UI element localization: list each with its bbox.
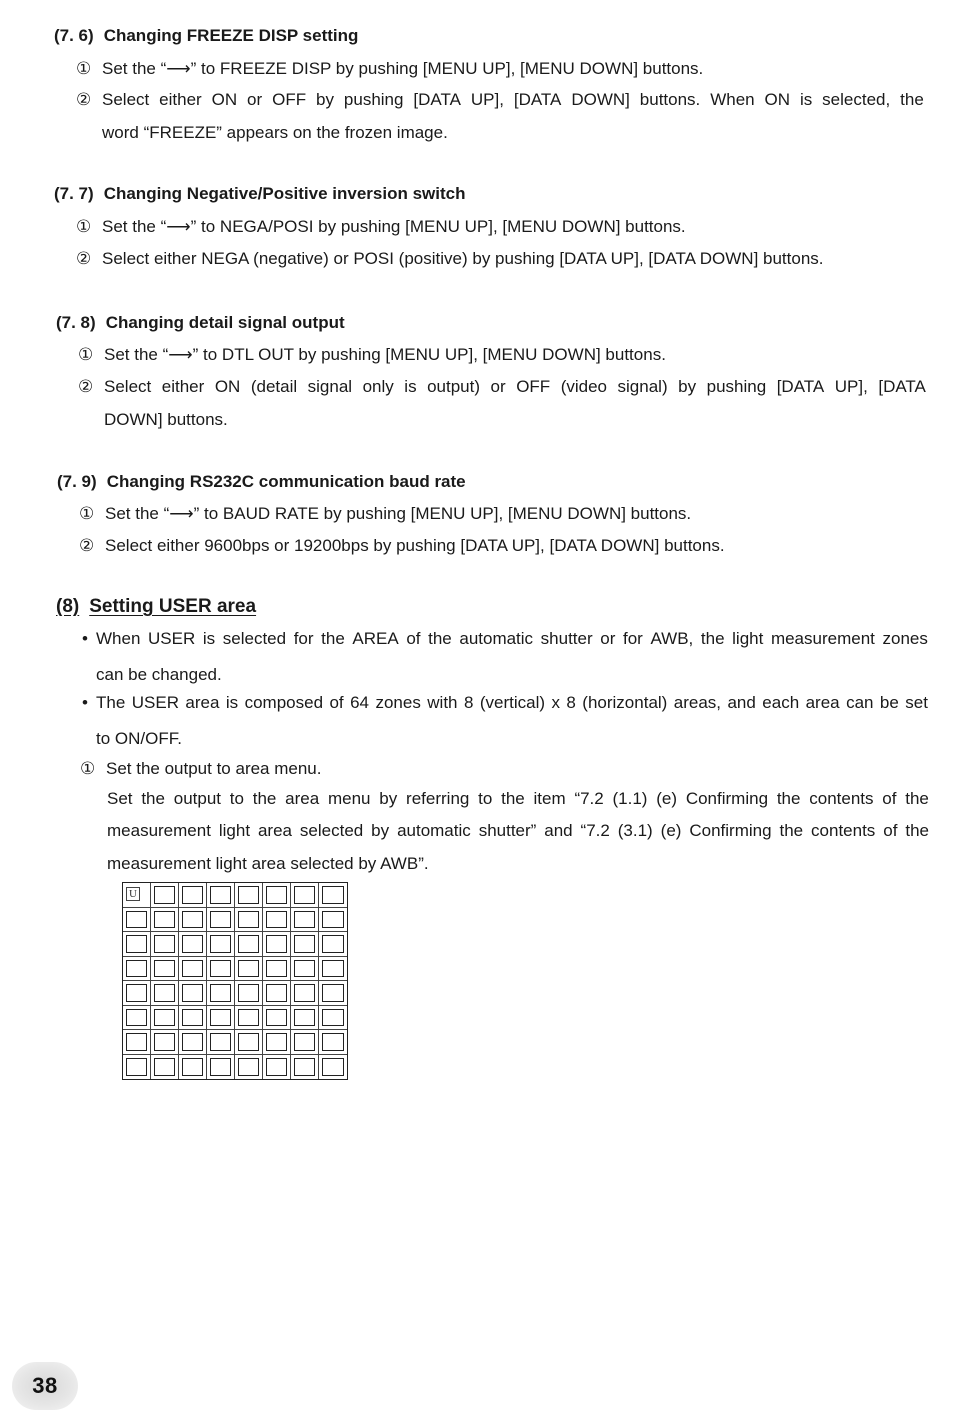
word: shutter — [540, 629, 593, 648]
grid-cell — [291, 1006, 319, 1031]
word: is — [202, 629, 216, 648]
step-line — [78, 376, 926, 398]
grid-cell — [151, 981, 179, 1006]
word: (e) — [660, 821, 682, 840]
word: When — [96, 629, 141, 648]
grid-cell — [263, 1055, 291, 1080]
section-title: Changing Negative/Positive inversion switch — [103, 184, 466, 203]
word: DOWN] — [571, 90, 630, 109]
word: the — [776, 789, 801, 808]
section-title: Setting USER area — [89, 596, 257, 617]
step-line — [79, 535, 725, 557]
word: item — [533, 789, 566, 808]
step-text: Set the “⟶” to DTL OUT by pushing [MENU UP], [MENU DOWN] buttons. — [104, 345, 666, 364]
word: areas, — [673, 693, 722, 712]
word: the — [700, 629, 725, 648]
bullet-line — [82, 692, 928, 714]
word: selected, — [822, 90, 891, 109]
step-line — [79, 503, 691, 525]
grid-cell — [235, 957, 263, 982]
grid-cell — [123, 981, 151, 1006]
grid-cell — [179, 908, 207, 933]
word: USER — [131, 693, 179, 712]
word: Set — [107, 789, 133, 808]
word: (video — [560, 377, 608, 396]
section-7-9-heading — [57, 472, 466, 492]
word: Confirming — [689, 821, 772, 840]
step-number-icon: ① — [76, 59, 92, 78]
word: either — [159, 90, 202, 109]
word: output) — [427, 377, 481, 396]
word: set — [905, 693, 928, 712]
word: [DATA — [413, 90, 461, 109]
word: buttons. — [639, 90, 701, 109]
word: (horizontal) — [582, 693, 668, 712]
step-continuation: DOWN] buttons. — [104, 410, 228, 429]
word: selected — [222, 629, 287, 648]
word: 8 — [566, 693, 576, 712]
grid-cell — [291, 1030, 319, 1055]
word: composed — [244, 693, 324, 712]
word: Confirming — [685, 789, 769, 808]
grid-cell — [123, 1030, 151, 1055]
word: for — [293, 629, 314, 648]
grid-cell — [235, 883, 263, 908]
grid-cell — [235, 1030, 263, 1055]
word: zones — [375, 693, 421, 712]
word: zones — [882, 629, 928, 648]
step-number-icon: ② — [79, 536, 95, 555]
user-area-grid — [122, 882, 348, 1080]
bullet-icon: • — [82, 693, 88, 712]
word: or — [247, 90, 263, 109]
word: can — [846, 693, 874, 712]
word: of — [883, 821, 898, 840]
grid-cell — [179, 932, 207, 957]
grid-cell — [123, 883, 151, 908]
grid-cell — [207, 981, 235, 1006]
word: the — [141, 789, 165, 808]
word: the — [321, 629, 345, 648]
grid-cell — [319, 1055, 347, 1080]
grid-cell — [151, 883, 179, 908]
word: ON — [214, 377, 241, 396]
word: (1.1) — [612, 789, 648, 808]
section-number: (7. 8) — [56, 313, 96, 332]
paragraph-line — [107, 788, 929, 810]
grid-cell — [319, 883, 347, 908]
word: of — [406, 629, 421, 648]
grid-cell — [291, 908, 319, 933]
word: the — [252, 789, 277, 808]
step-number-icon: ① — [78, 345, 94, 364]
word: area — [257, 821, 292, 840]
justified-text — [107, 788, 929, 810]
section-title: Changing detail signal output — [105, 313, 345, 332]
grid-cell — [123, 1006, 151, 1031]
grid-cell — [123, 1055, 151, 1080]
word: area — [285, 789, 320, 808]
word: the — [501, 789, 525, 808]
section-number: (7. 7) — [54, 184, 94, 203]
grid-cell — [179, 1030, 207, 1055]
word: measurement — [107, 821, 211, 840]
word: AREA — [352, 629, 399, 648]
section-7-7-heading — [54, 184, 466, 204]
word: area — [805, 693, 840, 712]
section-number: (7. 6) — [54, 26, 94, 45]
word: ON — [764, 90, 791, 109]
grid-cell — [151, 1030, 179, 1055]
bullet-continuation: to ON/OFF. — [96, 729, 182, 748]
word: the — [905, 789, 929, 808]
word: When — [710, 90, 755, 109]
step-line — [76, 89, 924, 111]
word: the — [905, 821, 929, 840]
grid-cell — [263, 1030, 291, 1055]
word: the — [779, 821, 804, 840]
word: either — [161, 377, 205, 396]
page-number-badge — [12, 1362, 78, 1410]
paragraph-line: measurement light area selected by AWB”. — [107, 854, 429, 873]
step-number-icon: ① — [80, 759, 96, 778]
step-line — [78, 344, 666, 366]
grid-cell — [179, 1006, 207, 1031]
word: light — [732, 629, 764, 648]
word: contents — [809, 789, 874, 808]
grid-cell — [235, 908, 263, 933]
section-8-heading — [56, 596, 256, 618]
grid-cell — [179, 883, 207, 908]
grid-cell — [263, 908, 291, 933]
step-text: Select either NEGA (negative) or POSI (positive) by pushing [DATA UP], [DATA DOWN] buttons. — [102, 249, 824, 268]
step-text: Set the output to area menu. — [106, 759, 322, 778]
word: 64 — [350, 693, 370, 712]
grid-cell — [151, 932, 179, 957]
step-line — [76, 58, 703, 80]
section-number: (8) — [56, 596, 80, 617]
grid-cell — [235, 981, 263, 1006]
word: menu — [327, 789, 371, 808]
grid-cell — [179, 981, 207, 1006]
word: Select — [104, 377, 152, 396]
word: output — [173, 789, 221, 808]
section-title: Changing FREEZE DISP setting — [103, 26, 359, 45]
word: UP], — [470, 90, 504, 109]
word: by — [379, 789, 398, 808]
word: [DATA — [513, 90, 562, 109]
word: automatic — [459, 629, 534, 648]
grid-cell — [151, 957, 179, 982]
grid-cell — [263, 1006, 291, 1031]
word: 8 — [463, 693, 474, 712]
word: for — [623, 629, 643, 648]
section-title: Changing RS232C communication baud rate — [106, 472, 466, 491]
section-7-6-heading — [54, 26, 358, 46]
word: OFF — [516, 377, 551, 396]
step-number-icon: ① — [76, 217, 92, 236]
word: of — [329, 693, 344, 712]
step-line — [80, 758, 321, 780]
word: The — [96, 693, 126, 712]
step-text: Select either 9600bps or 19200bps by pushing [DATA UP], [DATA DOWN] buttons. — [105, 536, 725, 555]
step-number-icon: ② — [76, 249, 92, 268]
word: of — [882, 789, 897, 808]
grid-cell — [235, 1006, 263, 1031]
word: Select — [102, 90, 150, 109]
grid-cell — [123, 957, 151, 982]
grid-cell — [151, 908, 179, 933]
step-number-icon: ② — [78, 377, 94, 396]
grid-cell — [207, 908, 235, 933]
grid-cell — [207, 1030, 235, 1055]
grid-cell-label: U — [126, 887, 140, 901]
word: by — [371, 821, 390, 840]
justified-text — [104, 376, 926, 398]
word: shutter” — [478, 821, 537, 840]
word: [DATA — [776, 377, 825, 396]
word: signal) — [617, 377, 668, 396]
word: USER — [148, 629, 196, 648]
word: each — [762, 693, 800, 712]
word: referring — [406, 789, 470, 808]
word: area — [185, 693, 220, 712]
word: to — [229, 789, 244, 808]
word: and — [727, 693, 756, 712]
word: “7.2 — [574, 789, 604, 808]
page-number: 38 — [32, 1373, 58, 1398]
grid-cell — [123, 908, 151, 933]
word: x — [551, 693, 560, 712]
grid-cell — [291, 1055, 319, 1080]
step-line — [76, 216, 686, 238]
grid-cell — [319, 1006, 347, 1031]
word: by — [678, 377, 697, 396]
word: OFF — [272, 90, 307, 109]
bullet-line — [82, 628, 928, 650]
word: is — [404, 377, 417, 396]
grid-cell — [291, 981, 319, 1006]
step-number-icon: ② — [76, 90, 92, 109]
grid-cell — [319, 908, 347, 933]
word: with — [427, 693, 458, 712]
justified-text — [107, 820, 929, 842]
grid-cell — [151, 1006, 179, 1031]
word: “7.2 — [580, 821, 610, 840]
word: (e) — [656, 789, 678, 808]
section-7-8-heading — [56, 313, 345, 333]
word: or — [490, 377, 506, 396]
step-number-icon: ① — [79, 504, 95, 523]
word: the — [900, 90, 924, 109]
step-text: Set the “⟶” to NEGA/POSI by pushing [MENU UP], [MENU DOWN] buttons. — [102, 217, 686, 236]
grid-cell — [319, 957, 347, 982]
grid-cell — [235, 932, 263, 957]
word: pushing — [706, 377, 767, 396]
grid-cell — [291, 883, 319, 908]
grid-cell — [319, 981, 347, 1006]
grid-cell — [207, 1006, 235, 1031]
grid-cell — [179, 957, 207, 982]
word: be — [879, 693, 899, 712]
grid-cell — [319, 932, 347, 957]
word: measurement — [770, 629, 875, 648]
grid-cell — [291, 932, 319, 957]
grid-cell — [151, 1055, 179, 1080]
grid-cell — [263, 932, 291, 957]
word: AWB, — [650, 629, 694, 648]
grid-cell — [207, 957, 235, 982]
section-number: (7. 9) — [57, 472, 97, 491]
grid-cell — [207, 883, 235, 908]
grid-cell — [123, 932, 151, 957]
word: pushing — [343, 90, 404, 109]
word: only — [362, 377, 394, 396]
grid-cell — [207, 1055, 235, 1080]
grid-cell — [263, 981, 291, 1006]
step-continuation: word “FREEZE” appears on the frozen image. — [102, 123, 448, 142]
word: (detail — [250, 377, 298, 396]
word: contents — [811, 821, 876, 840]
step-text: Set the “⟶” to FREEZE DISP by pushing [MENU UP], [MENU DOWN] buttons. — [102, 59, 704, 78]
word: is — [225, 693, 239, 712]
step-line — [76, 248, 824, 270]
word: automatic — [397, 821, 471, 840]
grid-cell — [207, 932, 235, 957]
word: by — [316, 90, 334, 109]
word: UP], — [834, 377, 868, 396]
grid-cell — [263, 883, 291, 908]
step-text: Set the “⟶” to BAUD RATE by pushing [MENU UP], [MENU DOWN] buttons. — [105, 504, 692, 523]
paragraph-line — [107, 820, 929, 842]
grid-cell — [263, 957, 291, 982]
word: (3.1) — [617, 821, 653, 840]
justified-text — [96, 628, 928, 650]
word: [DATA — [878, 377, 926, 396]
word: signal — [307, 377, 353, 396]
word: is — [799, 90, 813, 109]
word: the — [428, 629, 452, 648]
justified-text — [102, 89, 924, 111]
bullet-continuation: can be changed. — [96, 665, 222, 684]
grid-cell — [291, 957, 319, 982]
grid-cell — [179, 1055, 207, 1080]
word: (vertical) — [479, 693, 546, 712]
bullet-icon: • — [82, 629, 88, 648]
justified-text — [96, 692, 928, 714]
grid-cell — [235, 1055, 263, 1080]
word: ON — [211, 90, 238, 109]
grid-cell — [319, 1030, 347, 1055]
word: or — [600, 629, 616, 648]
word: and — [544, 821, 573, 840]
word: light — [218, 821, 251, 840]
word: to — [478, 789, 493, 808]
word: selected — [299, 821, 364, 840]
